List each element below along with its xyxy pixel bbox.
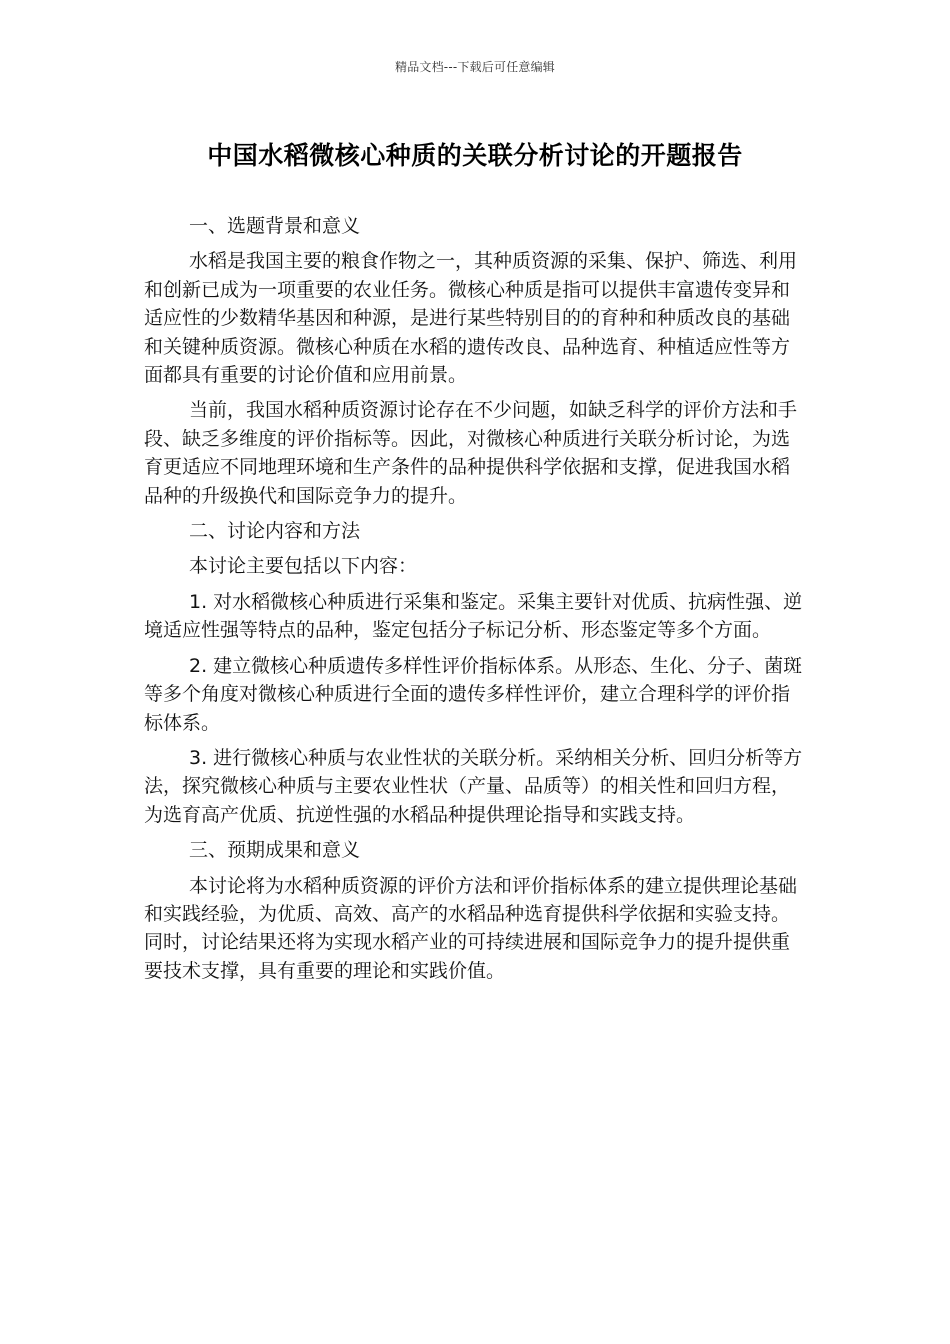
document-title: 中国水稻微核心种质的关联分析讨论的开题报告 (207, 141, 743, 170)
paragraph-content-intro: 本讨论主要包括以下内容： (189, 555, 418, 578)
list-item-2: 2. 建立微核心种质遗传多样性评价指标体系。从形态、生化、分子、菌斑等多个角度对微核心种质进行全面的遗传多样性评价，建立合理科学的评价指标体系。 (144, 654, 803, 734)
paragraph-expected-results: 本讨论将为水稻种质资源的评价方法和评价指标体系的建立提供理论基础和实践经验，为优质、高效、高产的水稻品种选育提供科学依据和实验支持。同时，讨论结果还将为实现水稻产业的可持续进展和国际竞争力的提升提供重要技术支撑，具有重要的理论和实践价值。 (144, 874, 798, 982)
list-item-1: 1. 对水稻微核心种质进行采集和鉴定。采集主要针对优质、抗病性强、逆境适应性强等特点的品种，鉴定包括分子标记分析、形态鉴定等多个方面。 (144, 590, 803, 642)
paragraph-background-1: 水稻是我国主要的粮食作物之一，其种质资源的采集、保护、筛选、利用和创新已成为一项重要的农业任务。微核心种质是指可以提供丰富遗传变异和适应性的少数精华基因和种源，是进行某些特别目的的育种和种质改良的基础和关键种质资源。微核心种质在水稻的遗传改良、品种选育、种植适应性等方面都具有重要的讨论价值和应用前景。 (144, 250, 798, 387)
section-heading-expected-results: 三、预期成果和意义 (189, 839, 361, 862)
document-body (144, 212, 808, 992)
header-note: 精品文档---下载后可任意编辑 (395, 60, 555, 74)
paragraph-background-2: 当前，我国水稻种质资源讨论存在不少问题，如缺乏科学的评价方法和手段、缺乏多维度的评价指标等。因此，对微核心种质进行关联分析讨论，为选育更适应不同地理环境和生产条件的品种提供科学依据和支撑，促进我国水稻品种的升级换代和国际竞争力的提升。 (144, 399, 798, 507)
section-heading-background: 一、选题背景和意义 (189, 215, 361, 237)
section-heading-content-methods: 二、讨论内容和方法 (189, 520, 361, 543)
list-item-3: 3. 进行微核心种质与农业性状的关联分析。采纳相关分析、回归分析等方法，探究微核心种质与主要农业性状（产量、品质等）的相关性和回归方程，为选育高产优质、抗逆性强的水稻品种提供理论指导和实践支持。 (144, 746, 803, 826)
